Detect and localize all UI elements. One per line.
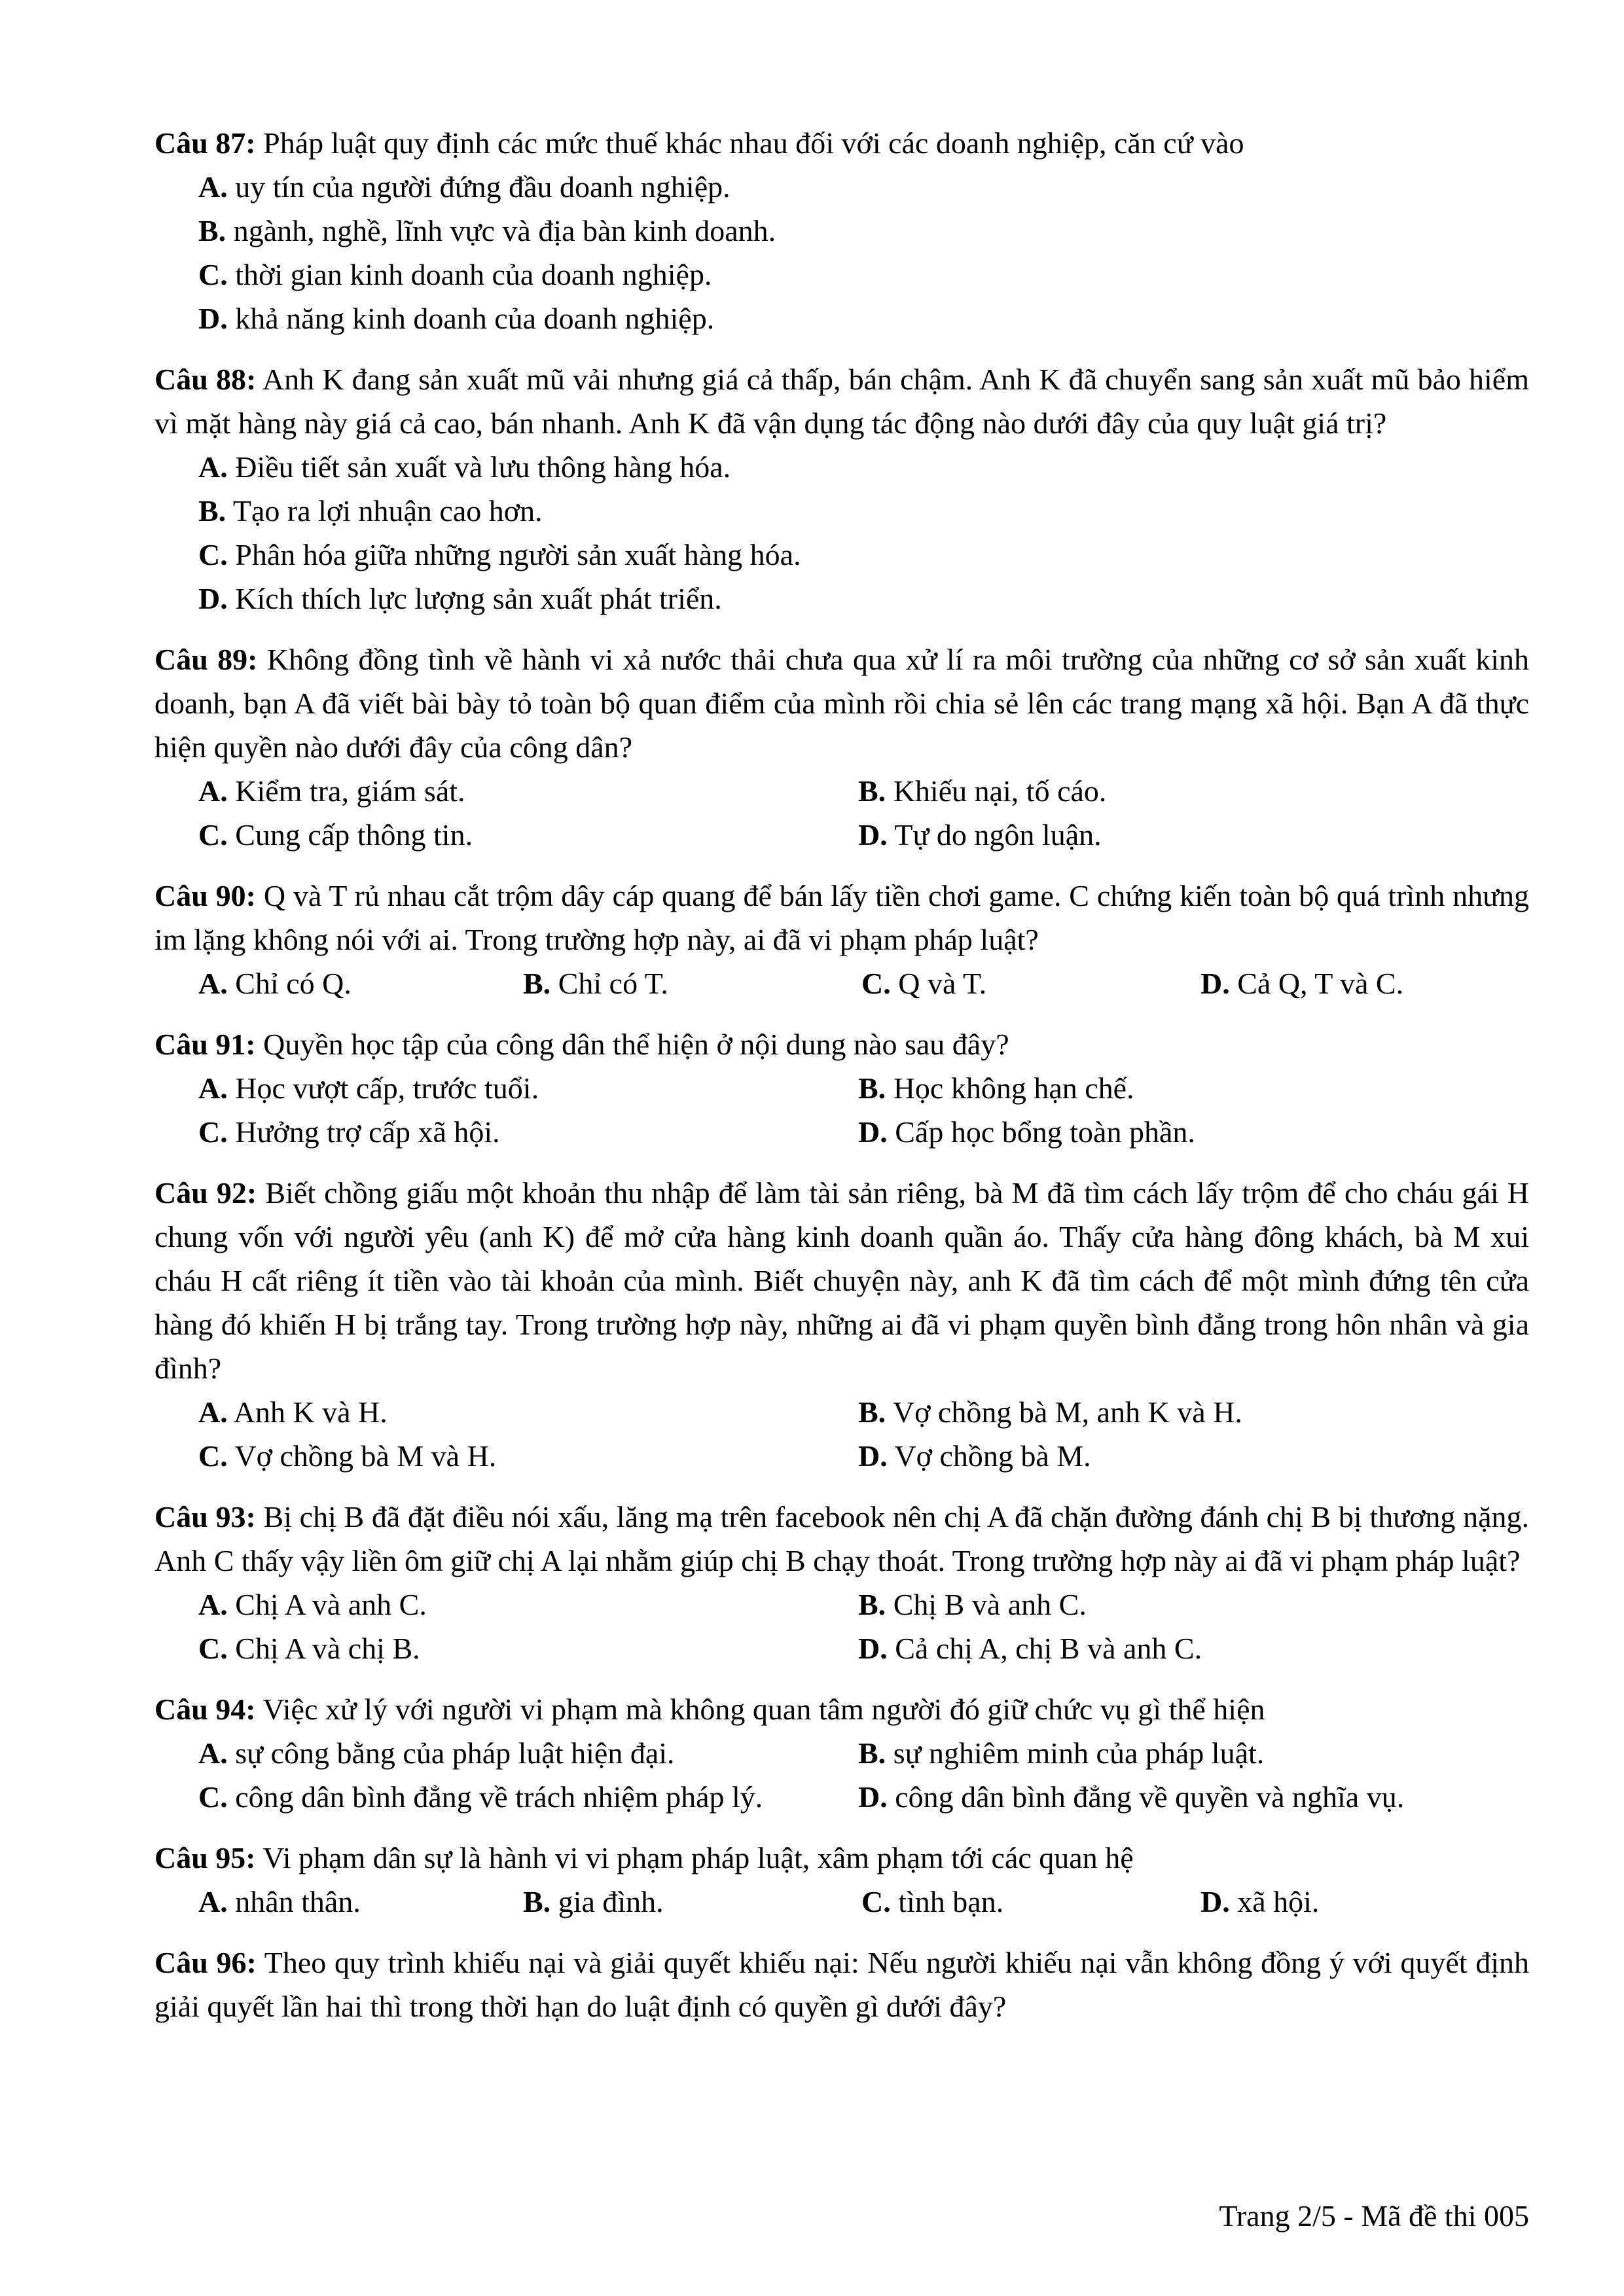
answer-option [198, 1110, 858, 1154]
question-text [154, 357, 1529, 445]
option-text: sự nghiêm minh của pháp luật. [893, 1736, 1265, 1770]
question-body: Theo quy trình khiếu nại và giải quyết khiếu nại: Nếu người khiếu nại vẫn không đồng ý với quyết định giải quyết lần hai thì trong thời hạn do luật định có quyền gì dưới đây? [154, 1946, 1530, 2023]
answer-option [1200, 1880, 1529, 1924]
question-text [154, 121, 1529, 165]
option-letter: C. [198, 1632, 228, 1665]
answer-options [154, 165, 1529, 340]
option-letter: A. [198, 1736, 228, 1770]
question-text [154, 1495, 1529, 1583]
answer-option [858, 1110, 1529, 1154]
option-letter: A. [198, 1885, 228, 1918]
question-body: Không đồng tình về hành vi xả nước thải chưa qua xử lí ra môi trường của những cơ sở sản xuất kinh doanh, bạn A đã viết bài bày tỏ toàn bộ quan điểm của mình rồi chia sẻ lên các trang mạng xã hội. Bạn A đã thực hiện quyền nào dưới đây của công dân? [154, 643, 1530, 764]
question [154, 357, 1529, 620]
option-letter: B. [523, 967, 551, 1000]
question-body: Biết chồng giấu một khoản thu nhập để làm tài sản riêng, bà M đã tìm cách lấy trộm để cho cháu gái H chung vốn với người yêu (anh K) để mở cửa hàng kinh doanh quần áo. Thấy cửa hàng đông khách, bà M xui cháu H cất riêng ít tiền vào tài khoản của mình. Biết chuyện này, anh K đã tìm cách để một mình đứng tên cửa hàng đó khiến H bị trắng tay. Trong trường hợp này, những ai đã vi phạm quyền bình đẳng trong hôn nhân và gia đình? [154, 1176, 1529, 1385]
question-body: Pháp luật quy định các mức thuế khác nhau đối với các doanh nghiệp, căn cứ vào [263, 126, 1244, 160]
question-list [154, 121, 1529, 2028]
answer-option [198, 1066, 858, 1110]
option-letter: D. [1200, 1885, 1230, 1918]
answer-option [198, 489, 1529, 533]
option-letter: A. [198, 1395, 228, 1429]
question-text [154, 637, 1529, 769]
question [154, 1941, 1529, 2028]
option-text: Cả chị A, chị B và anh C. [895, 1632, 1202, 1665]
page-footer [1219, 2194, 1529, 2238]
option-text: Tự do ngôn luận. [894, 818, 1102, 852]
option-letter: C. [198, 1115, 228, 1149]
question-text [154, 1022, 1529, 1066]
answer-options [154, 1880, 1529, 1924]
question-body: Việc xử lý với người vi phạm mà không quan tâm người đó giữ chức vụ gì thể hiện [262, 1693, 1265, 1726]
option-letter: B. [198, 494, 226, 528]
option-letter: A. [198, 170, 228, 204]
question-label: Câu 96: [154, 1946, 257, 1979]
option-text: Hưởng trợ cấp xã hội. [235, 1115, 500, 1149]
question [154, 1495, 1529, 1670]
answer-option [858, 1390, 1529, 1434]
answer-option [198, 533, 1529, 577]
option-text: Cung cấp thông tin. [235, 818, 473, 852]
option-letter: B. [858, 1071, 886, 1105]
option-text: Chỉ có T. [558, 967, 668, 1000]
answer-options [154, 1583, 1529, 1670]
option-text: Học vượt cấp, trước tuổi. [235, 1071, 539, 1105]
question-body: Vi phạm dân sự là hành vi vi phạm pháp luật, xâm phạm tới các quan hệ [262, 1841, 1134, 1874]
option-letter: D. [858, 1632, 888, 1665]
question-label: Câu 94: [154, 1693, 256, 1726]
question-text [154, 1836, 1529, 1880]
option-text: uy tín của người đứng đầu doanh nghiệp. [235, 170, 731, 204]
question-text [154, 1941, 1529, 2028]
option-letter: C. [198, 1439, 228, 1473]
answer-option [198, 1434, 858, 1478]
option-text: thời gian kinh doanh của doanh nghiệp. [235, 258, 712, 291]
answer-option [198, 253, 1529, 296]
option-text: Vợ chồng bà M, anh K và H. [892, 1395, 1242, 1429]
option-letter: D. [1200, 967, 1230, 1000]
answer-option [198, 165, 1529, 209]
question-body: Bị chị B đã đặt điều nói xấu, lăng mạ trên facebook nên chị A đã chặn đường đánh chị B bị thương nặng. Anh C thấy vậy liền ôm giữ chị A lại nhằm giúp chị B chạy thoát. Trong trường hợp này ai đã vi phạm pháp luật? [154, 1500, 1530, 1577]
answer-option [198, 1390, 858, 1434]
answer-option [198, 1626, 858, 1670]
option-text: Phân hóa giữa những người sản xuất hàng hóa. [235, 538, 801, 571]
option-text: ngành, nghề, lĩnh vực và địa bàn kinh doanh. [233, 214, 776, 247]
answer-options [154, 1066, 1529, 1154]
option-text: gia đình. [558, 1885, 664, 1918]
option-text: khả năng kinh doanh của doanh nghiệp. [235, 302, 715, 335]
question-body: Anh K đang sản xuất mũ vải nhưng giá cả thấp, bán chậm. Anh K đã chuyển sang sản xuất mũ bảo hiểm vì mặt hàng này giá cả cao, bán nhanh. Anh K đã vận dụng tác động nào dưới đây của quy luật giá trị? [154, 363, 1530, 440]
question-label: Câu 88: [154, 363, 257, 396]
option-text: công dân bình đẳng về trách nhiệm pháp lý. [235, 1780, 763, 1814]
option-letter: B. [858, 1736, 886, 1770]
option-text: tình bạn. [898, 1885, 1004, 1918]
option-letter: D. [858, 1780, 888, 1814]
answer-option [858, 1066, 1529, 1110]
question [154, 1687, 1529, 1819]
option-letter: A. [198, 1588, 228, 1621]
question-body: Quyền học tập của công dân thể hiện ở nội dung nào sau đây? [263, 1028, 1009, 1061]
option-letter: B. [523, 1885, 551, 1918]
answer-option [523, 961, 861, 1005]
answer-option [198, 577, 1529, 620]
option-text: Học không hạn chế. [893, 1071, 1134, 1105]
question-label: Câu 95: [154, 1841, 256, 1874]
option-letter: C. [198, 818, 228, 852]
option-letter: C. [198, 538, 228, 571]
answer-option [1200, 961, 1529, 1005]
option-letter: A. [198, 450, 228, 484]
footer-text: Trang 2/5 - Mã đề thi 005 [1219, 2199, 1529, 2233]
option-text: xã hội. [1237, 1885, 1320, 1918]
question-body: Q và T rủ nhau cắt trộm dây cáp quang để bán lấy tiền chơi game. C chứng kiến toàn bộ quá trình nhưng im lặng không nói với ai. Trong trường hợp này, ai đã vi phạm pháp luật? [154, 879, 1530, 956]
answer-option [198, 1880, 523, 1924]
option-text: Chị B và anh C. [893, 1588, 1087, 1621]
answer-option [198, 296, 1529, 340]
answer-option [858, 1775, 1529, 1819]
answer-option [198, 1775, 858, 1819]
option-letter: B. [858, 774, 886, 808]
answer-option [198, 1583, 858, 1626]
answer-options [154, 769, 1529, 857]
question-label: Câu 92: [154, 1176, 257, 1210]
answer-options [154, 1731, 1529, 1819]
question-text [154, 1171, 1529, 1390]
question [154, 1836, 1529, 1924]
answer-option [198, 769, 858, 813]
option-text: Khiếu nại, tố cáo. [893, 774, 1107, 808]
option-letter: C. [198, 258, 228, 291]
answer-option [861, 1880, 1200, 1924]
option-text: Cả Q, T và C. [1237, 967, 1404, 1000]
option-text: Anh K và H. [233, 1395, 388, 1429]
question-text [154, 1687, 1529, 1731]
question [154, 121, 1529, 340]
answer-option [858, 1626, 1529, 1670]
option-text: Kiểm tra, giám sát. [235, 774, 465, 808]
question [154, 1022, 1529, 1154]
option-text: Kích thích lực lượng sản xuất phát triển. [235, 582, 722, 615]
option-text: công dân bình đẳng về quyền và nghĩa vụ. [895, 1780, 1405, 1814]
option-letter: D. [858, 1115, 888, 1149]
option-text: nhân thân. [235, 1885, 361, 1918]
option-letter: D. [198, 302, 228, 335]
option-text: Chỉ có Q. [235, 967, 352, 1000]
option-text: Vợ chồng bà M. [894, 1439, 1091, 1473]
option-text: Chị A và chị B. [235, 1632, 420, 1665]
answer-option [861, 961, 1200, 1005]
option-letter: A. [198, 774, 228, 808]
answer-option [858, 1434, 1529, 1478]
option-text: Cấp học bổng toàn phần. [895, 1115, 1195, 1149]
answer-option [198, 445, 1529, 489]
answer-option [198, 813, 858, 857]
option-letter: A. [198, 1071, 228, 1105]
option-text: sự công bằng của pháp luật hiện đại. [235, 1736, 675, 1770]
answer-option [198, 961, 523, 1005]
option-letter: D. [858, 1439, 888, 1473]
option-letter: C. [198, 1780, 228, 1814]
question-label: Câu 90: [154, 879, 256, 912]
question-label: Câu 89: [154, 643, 258, 676]
question [154, 637, 1529, 857]
question [154, 1171, 1529, 1478]
answer-option [523, 1880, 861, 1924]
answer-option [858, 769, 1529, 813]
option-text: Điều tiết sản xuất và lưu thông hàng hóa. [235, 450, 731, 484]
option-letter: C. [861, 1885, 891, 1918]
option-text: Vợ chồng bà M và H. [234, 1439, 497, 1473]
question-label: Câu 93: [154, 1500, 256, 1534]
option-letter: A. [198, 967, 228, 1000]
option-letter: C. [861, 967, 891, 1000]
option-letter: B. [858, 1588, 886, 1621]
option-text: Q và T. [898, 967, 987, 1000]
option-letter: B. [198, 214, 226, 247]
question-text [154, 874, 1529, 961]
question-label: Câu 87: [154, 126, 256, 160]
answer-options [154, 961, 1529, 1005]
option-letter: B. [858, 1395, 886, 1429]
answer-option [858, 1583, 1529, 1626]
question [154, 874, 1529, 1005]
answer-option [858, 813, 1529, 857]
option-letter: D. [858, 818, 888, 852]
answer-option [198, 209, 1529, 253]
option-text: Tạo ra lợi nhuận cao hơn. [232, 494, 543, 528]
answer-option [198, 1731, 858, 1775]
option-letter: D. [198, 582, 228, 615]
answer-option [858, 1731, 1529, 1775]
answer-options [154, 445, 1529, 620]
question-label: Câu 91: [154, 1028, 256, 1061]
answer-options [154, 1390, 1529, 1478]
option-text: Chị A và anh C. [235, 1588, 427, 1621]
